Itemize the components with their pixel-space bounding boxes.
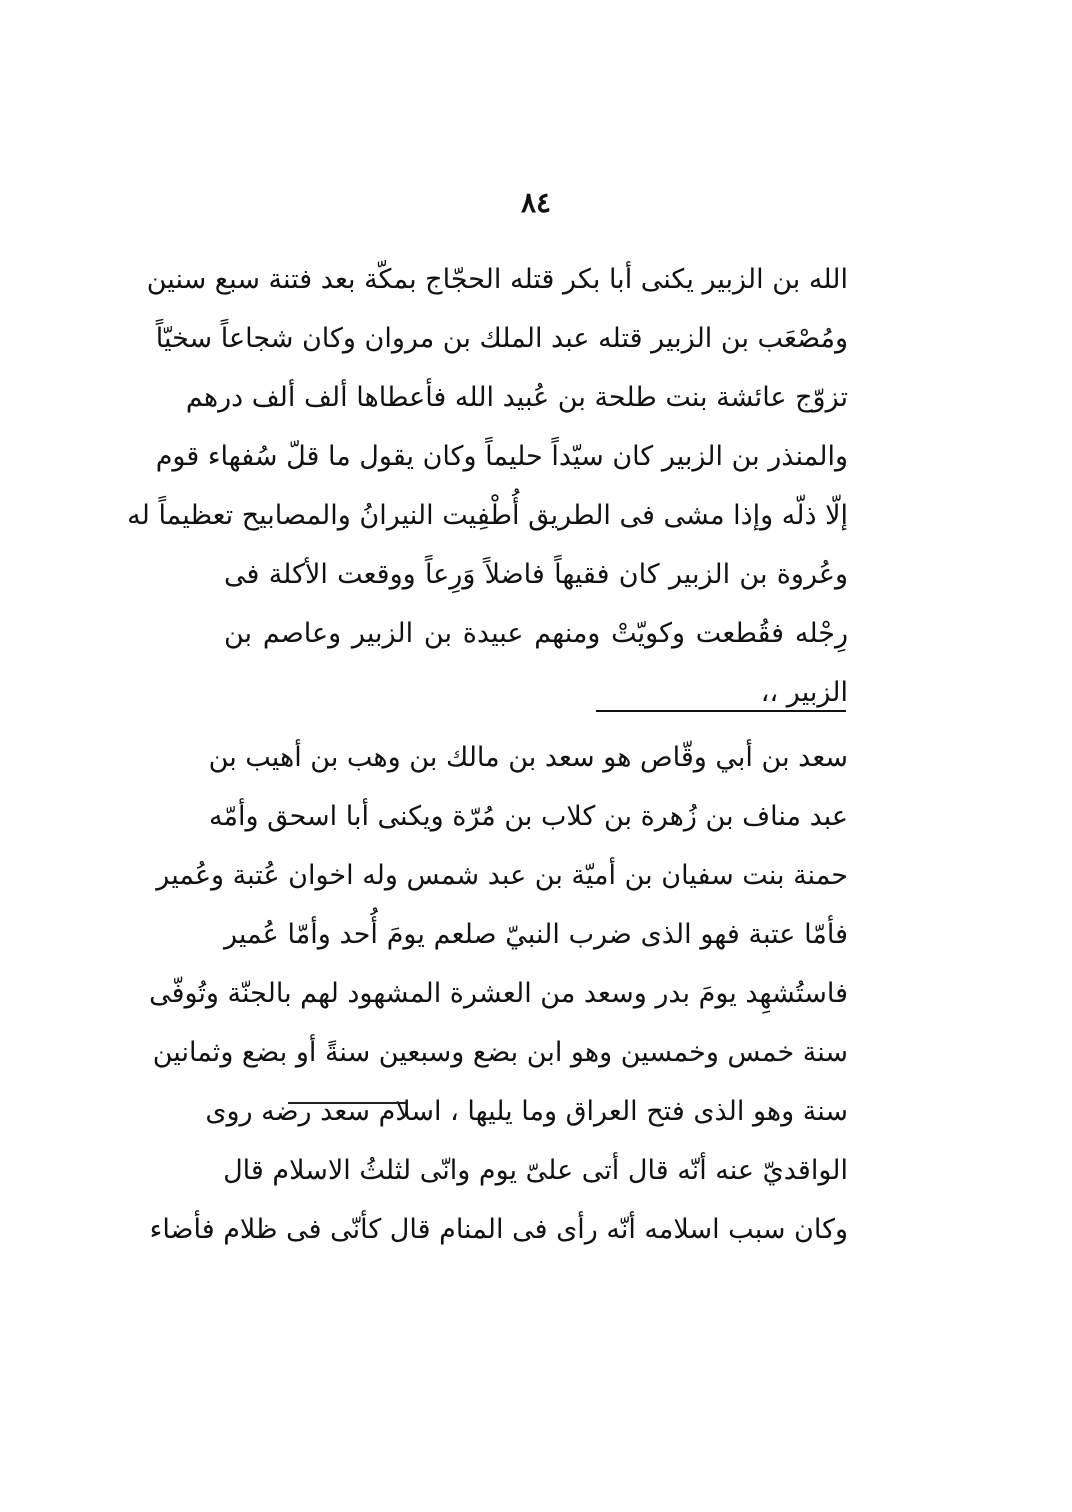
text-line: وكان سبب اسلامه أنّه رأى فى المنام قال كأنّى فى ظلام فأضاء [149, 1214, 848, 1245]
underline-mark [288, 1102, 408, 1104]
text-line: سنة خمس وخمسين وهو ابن بضع وسبعين سنةً أو بضع وثمانين [152, 1037, 848, 1068]
text-line: والمنذر بن الزبير كان سيّداً حليماً وكان يقول ما قلّ سُفهاء قوم [155, 441, 848, 472]
text-line: فأمّا عتبة فهو الذى ضرب النبيّ صلعم يومَ أُحد وأمّا عُمير [224, 919, 848, 950]
text-line: حمنة بنت سفيان بن أميّة بن عبد شمس وله اخوان عُتبة وعُمير [156, 860, 848, 891]
text-line: عبد مناف بن زُهرة بن كلاب بن مُرّة ويكنى أبا اسحق وأمّه [209, 801, 848, 832]
text-line: ومُصْعَب بن الزبير قتله عبد الملك بن مروان وكان شجاعاً سخيّاً [155, 323, 848, 354]
text-line: تزوّج عائشة بنت طلحة بن عُبيد الله فأعطاها ألف ألف درهم [185, 382, 848, 413]
text-line: رِجْله فقُطعت وكويّتْ ومنهم عبيدة بن الزبير وعاصم بن [224, 618, 848, 649]
text-line: إلّا ذلّه وإذا مشى فى الطريق أُطْفِيت النيرانُ والمصابيح تعظيماً له [127, 500, 848, 531]
text-line: فاستُشهِد يومَ بدر وسعد من العشرة المشهود لهم بالجنّة وتُوفّى [149, 978, 848, 1009]
text-line: سنة وهو الذى فتح العراق وما يليها ، اسلام سعد رضه روى [205, 1096, 848, 1127]
text-line: وعُروة بن الزبير كان فقيهاً فاضلاً وَرِعاً ووقعت الأكلة فى [224, 559, 848, 590]
page-number: ٨٤ [520, 186, 552, 219]
text-line: الواقديّ عنه أنّه قال أتى علىّ يوم وانّى لثلثُ الاسلام قال [223, 1155, 848, 1186]
text-line: سعد بن أبي وقّاص هو سعد بن مالك بن وهب بن أهيب بن [208, 742, 848, 773]
section-divider [596, 710, 846, 712]
text-line: الزبير ،، [760, 677, 848, 708]
paragraph-saad-ibn-abi-waqqas [149, 728, 848, 1259]
text-line: الله بن الزبير يكنى أبا بكر قتله الحجّاج بمكّة بعد فتنة سبع سنين [146, 264, 848, 295]
paragraph-zubayr-sons [127, 250, 848, 722]
